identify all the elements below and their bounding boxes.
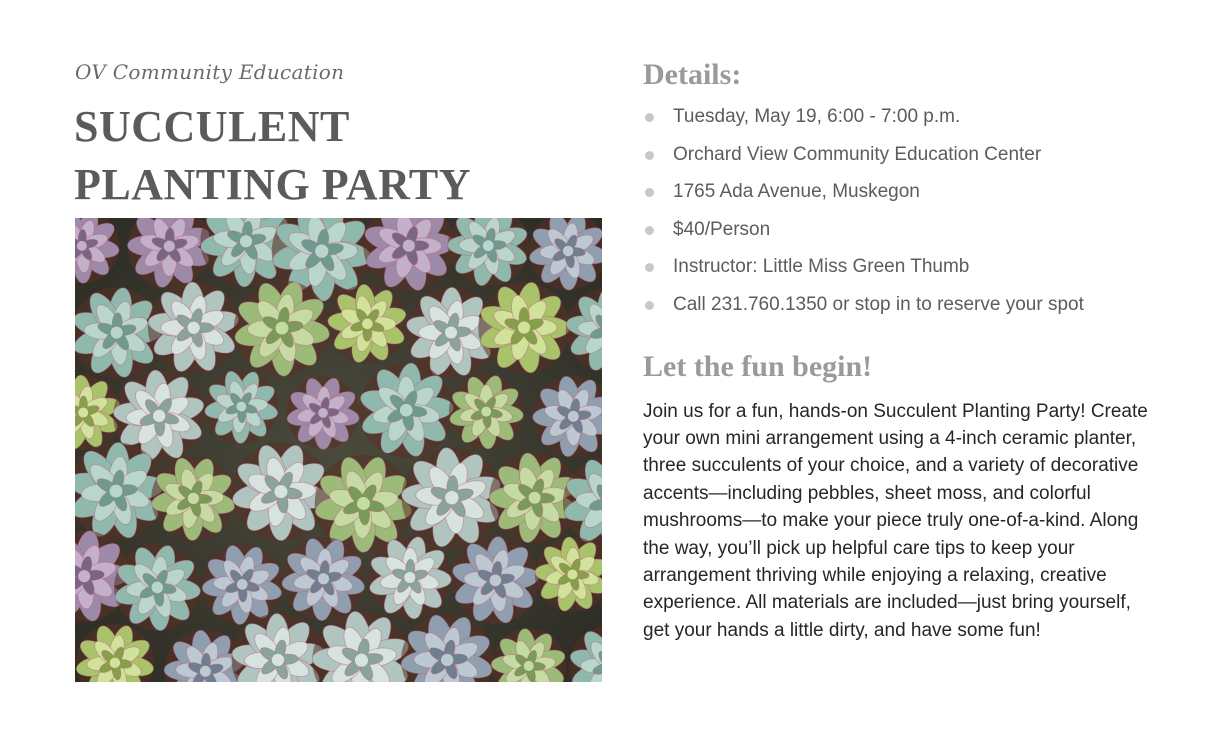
bullet-icon bbox=[645, 113, 654, 122]
detail-item-instructor bbox=[643, 248, 1163, 286]
title-line-2: PLANTING PARTY bbox=[74, 160, 471, 209]
detail-item-contact bbox=[643, 286, 1163, 324]
event-description: Join us for a fun, hands-on Succulent Planting Party! Create your own mini arrangement using a 4-inch ceramic planter, three succulents of your choice, and a variety of decorative accents—including pebbles, sheet moss, and colorful mushrooms—to make your piece truly one-of-a-kind. Along the way, you’ll pick up helpful care tips to keep your arrangement thriving while enjoying a relaxing, creative experience. All materials are included—just bring yourself, get your hands a little dirty, and have some fun! bbox=[643, 400, 1148, 641]
detail-text: Call 231.760.1350 or stop in to reserve your spot bbox=[673, 293, 1084, 315]
detail-text: Instructor: Little Miss Green Thumb bbox=[673, 256, 970, 278]
detail-item-date bbox=[643, 98, 1163, 136]
title-line-1: SUCCULENT bbox=[74, 102, 350, 151]
detail-text: Tuesday, May 19, 6:00 - 7:00 p.m. bbox=[673, 106, 961, 127]
bullet-icon bbox=[645, 188, 654, 197]
bullet-icon bbox=[645, 263, 654, 272]
bullet-icon bbox=[645, 151, 654, 160]
detail-item-price bbox=[643, 211, 1163, 249]
succulents-photo bbox=[75, 218, 602, 682]
fun-heading: Let the fun begin! bbox=[643, 349, 873, 383]
bullet-icon bbox=[645, 301, 654, 310]
detail-item-location bbox=[643, 136, 1163, 174]
detail-item-address bbox=[643, 173, 1163, 211]
details-list bbox=[643, 98, 1163, 324]
event-title bbox=[74, 98, 604, 214]
detail-text: Orchard View Community Education Center bbox=[673, 143, 1042, 165]
bullet-icon bbox=[645, 226, 654, 235]
organization-name: OV Community Education bbox=[75, 60, 345, 84]
details-heading: Details: bbox=[643, 58, 742, 91]
details-column bbox=[643, 58, 1163, 644]
detail-text: $40/Person bbox=[673, 218, 771, 240]
detail-text: 1765 Ada Avenue, Muskegon bbox=[673, 181, 920, 203]
